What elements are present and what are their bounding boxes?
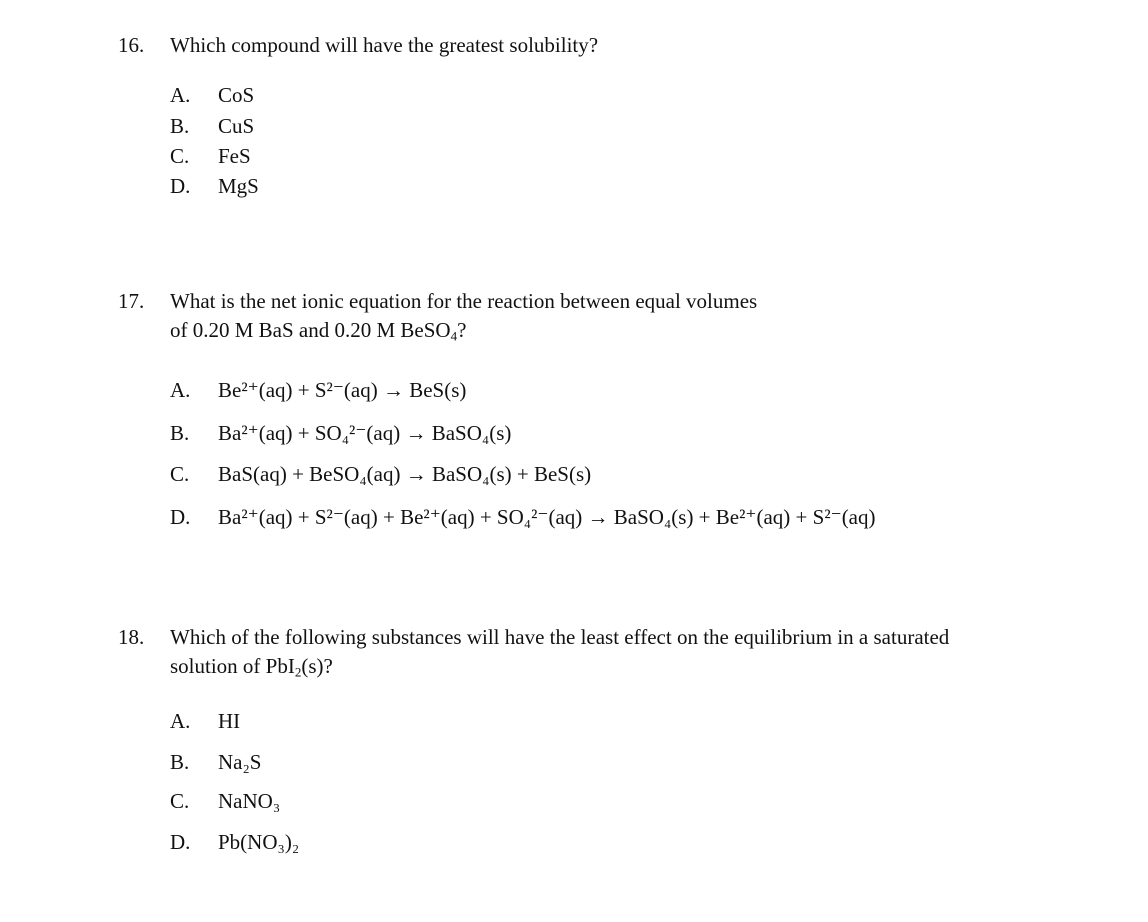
question-text-prefix: solution of PbI [170, 654, 295, 678]
option-a[interactable] [170, 709, 240, 734]
option-d[interactable] [170, 830, 299, 855]
option-letter: A. [170, 378, 191, 402]
option-c[interactable] [170, 789, 280, 814]
question-text-line-1: What is the net ionic equation for the reaction between equal volumes [170, 289, 758, 313]
question-text-suffix: ? [457, 318, 467, 342]
question-text-suffix: (s)? [301, 654, 333, 678]
option-formula: CoS [218, 83, 255, 107]
option-a[interactable] [170, 83, 254, 108]
question-18-stem [118, 623, 1128, 681]
question-text: Which compound will have the greatest solubility? [170, 33, 599, 57]
option-formula: NaNO₃ [218, 789, 281, 813]
question-text-block [170, 623, 1128, 681]
question-number: 16. [118, 33, 145, 57]
question-text-block [170, 287, 1128, 345]
option-equation: Be²⁺(aq) + S²⁻(aq) → BeS(s) [218, 378, 467, 402]
question-16 [118, 31, 1128, 60]
option-equation: BaS(aq) + BeSO₄(aq) → BaSO₄(s) + BeS(s) [218, 462, 592, 486]
question-text-line-1: Which of the following substances will have the least effect on the equilibrium in a saturated [170, 625, 950, 649]
option-formula: HI [218, 709, 241, 733]
question-number: 18. [118, 625, 145, 649]
option-a[interactable] [170, 378, 466, 403]
question-number: 17. [118, 289, 145, 313]
option-b[interactable] [170, 421, 511, 446]
option-letter: A. [170, 83, 191, 107]
option-letter: C. [170, 789, 190, 813]
option-formula: Na₂S [218, 750, 262, 774]
question-text-prefix: of 0.20 M BaS and 0.20 M BeSO [170, 318, 451, 342]
option-letter: B. [170, 750, 190, 774]
option-letter: C. [170, 462, 190, 486]
option-equation: Ba²⁺(aq) + SO₄²⁻(aq) → BaSO₄(s) [218, 421, 512, 445]
option-equation: Ba²⁺(aq) + S²⁻(aq) + Be²⁺(aq) + SO₄²⁻(aq) → BaSO₄(s) + Be²⁺(aq) + S²⁻(aq) [218, 505, 876, 529]
option-d[interactable] [170, 505, 876, 530]
subscript: 2 [294, 664, 302, 680]
option-letter: B. [170, 421, 190, 445]
option-letter: D. [170, 505, 191, 529]
option-letter: D. [170, 830, 191, 854]
option-letter: B. [170, 114, 190, 138]
question-text-line-2 [170, 316, 1128, 345]
option-formula: Pb(NO₃)₂ [218, 830, 300, 854]
option-b[interactable] [170, 750, 262, 775]
option-formula: CuS [218, 114, 255, 138]
option-letter: A. [170, 709, 191, 733]
option-b[interactable] [170, 114, 254, 139]
question-16-stem [118, 31, 1128, 60]
option-c[interactable] [170, 462, 591, 487]
option-formula: MgS [218, 174, 259, 198]
option-d[interactable] [170, 174, 259, 199]
question-17-stem [118, 287, 1128, 345]
question-18 [118, 623, 1128, 681]
option-c[interactable] [170, 144, 251, 169]
option-letter: D. [170, 174, 191, 198]
option-letter: C. [170, 144, 190, 168]
question-17 [118, 287, 1128, 345]
option-formula: FeS [218, 144, 251, 168]
question-text-line-2 [170, 652, 1128, 681]
subscript: 4 [450, 328, 458, 344]
